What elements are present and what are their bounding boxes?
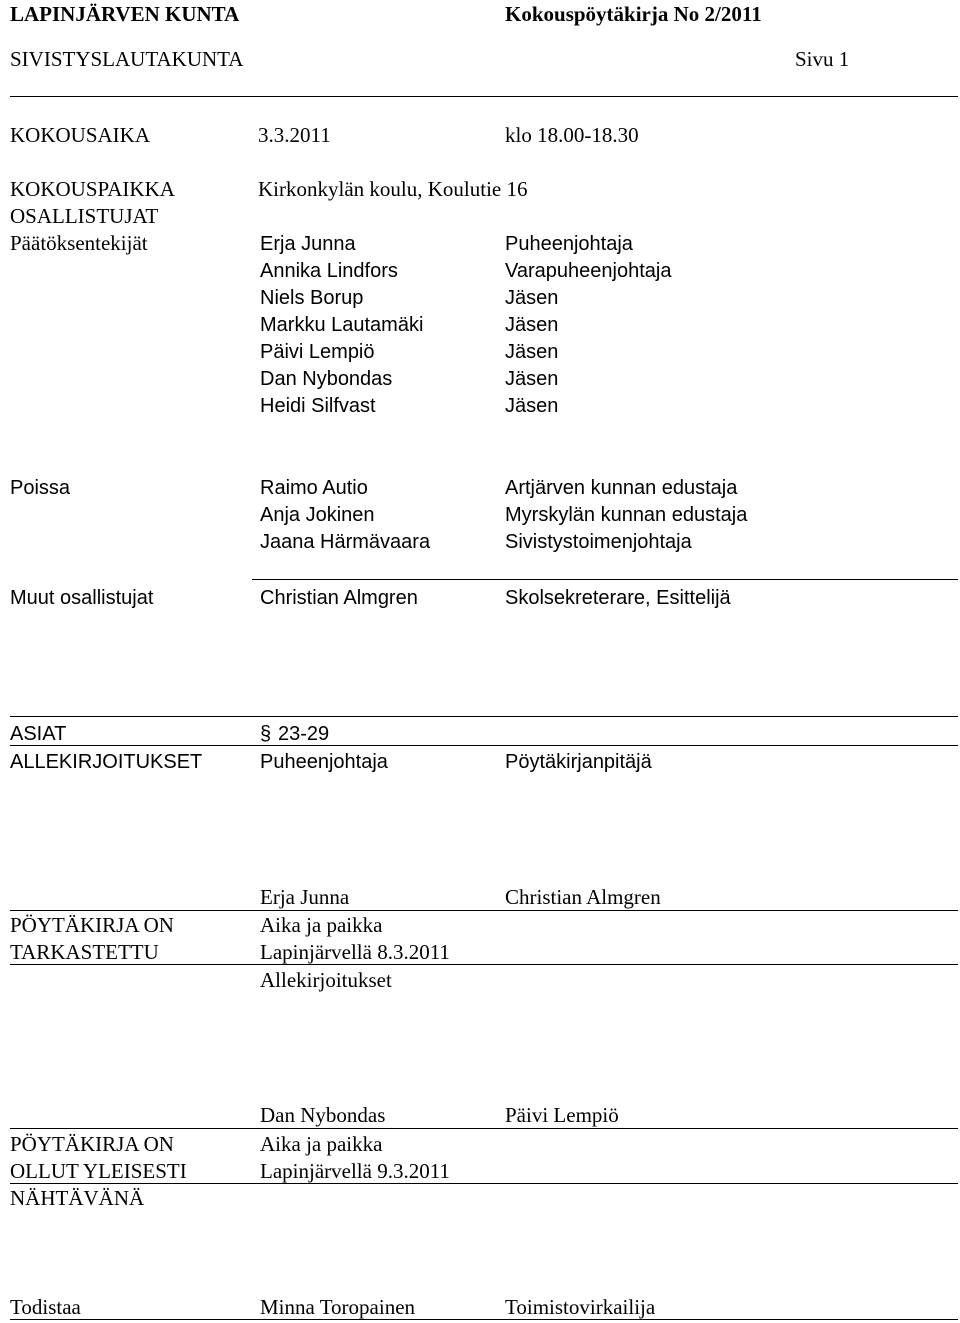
certify-label: Todistaa xyxy=(10,1295,81,1319)
absent-role: Artjärven kunnan edustaja xyxy=(505,477,738,499)
meeting-time-label: KOKOUSAIKA xyxy=(10,123,150,147)
header-divider xyxy=(10,96,958,97)
absent-role: Myrskylän kunnan edustaja xyxy=(505,504,748,526)
chair-name: Erja Junna xyxy=(260,885,350,909)
member-role: Jäsen xyxy=(505,368,559,390)
public-time-place: Lapinjärvellä 9.3.2011 xyxy=(260,1159,450,1183)
member-name: Erja Junna xyxy=(260,233,356,255)
member-name: Annika Lindfors xyxy=(260,260,398,282)
checked-signatures-label: Allekirjoitukset xyxy=(260,968,392,992)
others-divider xyxy=(252,579,958,580)
signatures-label: ALLEKIRJOITUKSET xyxy=(10,751,203,773)
member-name: Heidi Silfvast xyxy=(260,395,376,417)
absent-label: Poissa xyxy=(10,477,71,499)
section-sign-icon: § xyxy=(260,723,272,745)
department-name: SIVISTYSLAUTAKUNTA xyxy=(10,47,244,71)
public-top-divider xyxy=(10,1128,958,1129)
decision-makers-label: Päätöksentekijät xyxy=(10,231,148,255)
checked-top-divider xyxy=(10,910,958,911)
member-name: Markku Lautamäki xyxy=(260,314,424,336)
organization-name: LAPINJÄRVEN KUNTA xyxy=(10,2,240,26)
checked-time-place: Lapinjärvellä 8.3.2011 xyxy=(260,940,450,964)
page-number: Sivu 1 xyxy=(795,47,850,71)
public-label-line1: PÖYTÄKIRJA ON xyxy=(10,1132,174,1156)
secretary-name: Christian Almgren xyxy=(505,885,661,909)
checked-bottom-divider xyxy=(10,964,958,965)
public-label-line3: NÄHTÄVÄNÄ xyxy=(10,1186,145,1210)
absent-name: Jaana Härmävaara xyxy=(260,531,431,553)
certifier-title: Toimistovirkailija xyxy=(505,1295,656,1319)
participants-label: OSALLISTUJAT xyxy=(10,204,159,228)
member-role: Jäsen xyxy=(505,341,559,363)
meeting-place: Kirkonkylän koulu, Koulutie 16 xyxy=(258,177,528,201)
matters-label: ASIAT xyxy=(10,723,67,745)
checked-label-line2: TARKASTETTU xyxy=(10,940,159,964)
meeting-place-label: KOKOUSPAIKKA xyxy=(10,177,175,201)
certifier-name: Minna Toropainen xyxy=(260,1295,416,1319)
public-bottom-divider xyxy=(10,1183,958,1184)
member-role: Jäsen xyxy=(505,314,559,336)
member-name: Päivi Lempiö xyxy=(260,341,375,363)
member-name: Dan Nybondas xyxy=(260,368,393,390)
absent-role: Sivistystoimenjohtaja xyxy=(505,531,692,553)
member-role: Varapuheenjohtaja xyxy=(505,260,672,282)
document-title: Kokouspöytäkirja No 2/2011 xyxy=(505,2,762,26)
meeting-time: klo 18.00-18.30 xyxy=(505,123,639,147)
certify-divider xyxy=(10,1319,958,1320)
member-role: Puheenjohtaja xyxy=(505,233,633,255)
member-role: Jäsen xyxy=(505,287,559,309)
others-role: Skolsekreterare, Esittelijä xyxy=(505,587,731,609)
matters-range: 23-29 xyxy=(278,723,330,745)
checker-name: Päivi Lempiö xyxy=(505,1103,619,1127)
others-label: Muut osallistujat xyxy=(10,587,154,609)
member-role: Jäsen xyxy=(505,395,559,417)
secretary-title: Pöytäkirjanpitäjä xyxy=(505,751,652,773)
absent-name: Anja Jokinen xyxy=(260,504,375,526)
chair-title: Puheenjohtaja xyxy=(260,751,388,773)
checker-name: Dan Nybondas xyxy=(260,1103,386,1127)
checked-label-line1: PÖYTÄKIRJA ON xyxy=(10,913,174,937)
others-name: Christian Almgren xyxy=(260,587,418,609)
matters-divider xyxy=(10,716,958,717)
signatures-divider xyxy=(10,745,958,746)
meeting-date: 3.3.2011 xyxy=(258,123,331,147)
public-label-line2: OLLUT YLEISESTI xyxy=(10,1159,187,1183)
member-name: Niels Borup xyxy=(260,287,364,309)
public-time-place-label: Aika ja paikka xyxy=(260,1132,383,1156)
checked-time-place-label: Aika ja paikka xyxy=(260,913,383,937)
absent-name: Raimo Autio xyxy=(260,477,368,499)
